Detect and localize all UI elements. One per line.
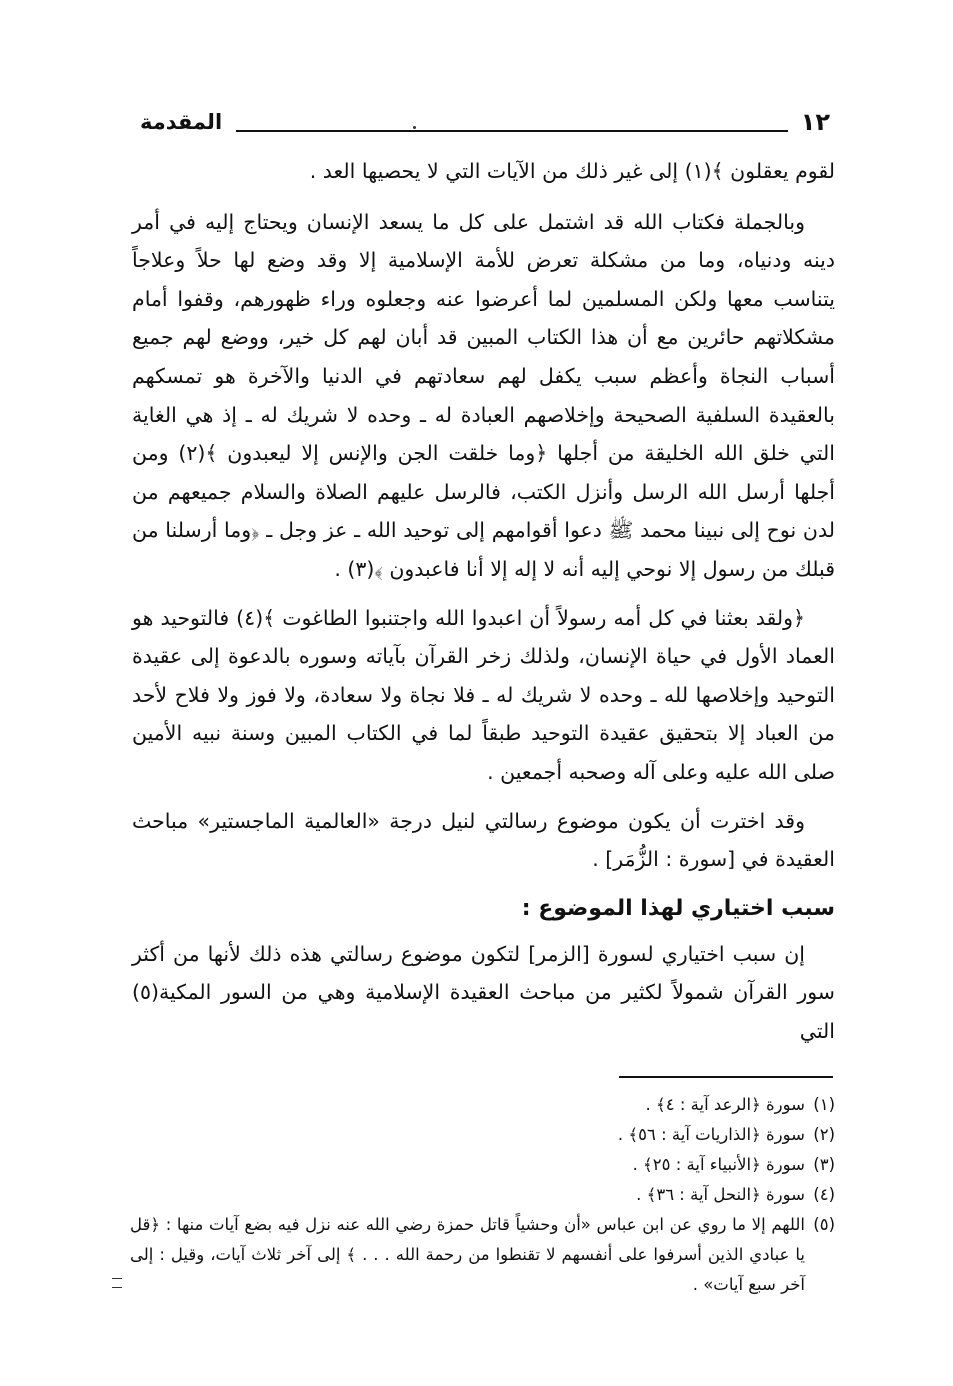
footnote-text: سورة ﴿الأنبياء آية : ٢٥﴾ . [632, 1155, 805, 1174]
footnote-1 [130, 1090, 835, 1120]
footnote-text: سورة ﴿الذاريات آية : ٥٦﴾ . [617, 1125, 805, 1144]
footnote-text: سورة ﴿النحل آية : ٣٦﴾ . [636, 1185, 805, 1204]
footnote-separator [619, 1076, 833, 1078]
page-header [140, 108, 830, 142]
footnote-3 [130, 1150, 835, 1180]
header-rule [236, 130, 788, 132]
footnotes [130, 1090, 835, 1300]
footnote-5 [130, 1210, 835, 1300]
footnote-number: (٣) [813, 1155, 835, 1174]
page-number: ١٢ [800, 108, 830, 136]
continuation-mark [112, 1278, 122, 1288]
footnote-number: (٥) [813, 1215, 835, 1234]
footnote-text: اللهم إلا ما روي عن ابن عباس «أن وحشياً قاتل حمزة رضي الله عنه نزل فيه بضع آيات منها : ﴿قل يا عبادي الذين أسرفوا على أنفسهم لا تقنطوا من رحمة الله . . . ﴾ إلى آخر ثلاث آيات، وقيل : إلى آخر سبع آيات» . [130, 1215, 805, 1294]
paragraph-reason: إن سبب اختياري لسورة [الزمر] لتكون موضوع رسالتي هذه ذلك لأنها من أكثر سور القرآن شمولاً لكثير من مباحث العقيدة الإسلامية وهي من السور المكية(٥) التي [132, 941, 835, 1043]
footnote-4 [130, 1180, 835, 1210]
paragraph-thesis-topic: وقد اخترت أن يكون موضوع رسالتي لنيل درجة «العالمية الماجستير» مباحث العقيدة في [سورة : الزُّمَر] . [132, 808, 835, 872]
footnote-text: سورة ﴿الرعد آية : ٤﴾ . [645, 1095, 805, 1114]
paragraph-continuation: لقوم يعقلون ﴾(١) إلى غير ذلك من الآيات التي لا يحصيها العد . [309, 159, 835, 183]
paragraph-quran-summary: وبالجملة فكتاب الله قد اشتمل على كل ما يسعد الإنسان ويحتاج إليه في أمر دينه ودنياه، وما من مشكلة تعرض للأمة الإسلامية إلا وقد وضع لها حلاً وعلاجاً يتناسب معها ولكن المسلمين لما أعرضوا عنه وجعلوه وراء ظهورهم، وقفوا أمام مشكلاتهم حائرين مع أن هذا الكتاب المبين قد أبان لهم كل خير، ووضع لهم جميع أسباب النجاة وأعظم سبب يكفل لهم سعادتهم في الدنيا والآخرة هو تمسكهم بالعقيدة السلفية الصحيحة وإخلاصهم العبادة له ـ وحده لا شريك له ـ إذ هي الغاية التي خلق الله الخليقة من أجلها ﴿وما خلقت الجن والإنس إلا ليعبدون ﴾(٢) ومن أجلها أرسل الله الرسل وأنزل الكتب، فالرسل عليهم الصلاة والسلام جميعهم من لدن نوح إلى نبينا محمد ﷺ دعوا أقوامهم إلى توحيد الله ـ عز وجل ـ ﴿وما أرسلنا من قبلك من رسول إلا نوحي إليه أنه لا إله إلا أنا فاعبدون ﴾(٣) . [132, 209, 835, 581]
footnote-2 [130, 1120, 835, 1150]
main-text [132, 152, 835, 1060]
subheading-reason: سبب اختياري لهذا الموضوع : [521, 895, 835, 921]
paragraph-tawhid: ﴿ولقد بعثنا في كل أمه رسولاً أن اعبدوا الله واجتنبوا الطاغوت ﴾(٤) فالتوحيد هو العماد الأول في حياة الإنسان، ولذلك زخر القرآن بآياته وسوره بالدعوة إلى عقيدة التوحيد وإخلاصها لله ـ وحده لا شريك له ـ فلا نجاة ولا سعادة، ولا فوز ولا فلاح لأحد من العباد إلا بتحقيق عقيدة التوحيد طبقاً لما في الكتاب المبين وسنة نبيه الأمين صلى الله عليه وعلى آله وصحبه أجمعين . [132, 605, 835, 784]
section-title: المقدمة [140, 110, 223, 134]
footnote-number: (١) [813, 1095, 835, 1114]
footnote-number: (٤) [813, 1185, 835, 1204]
footnote-number: (٢) [813, 1125, 835, 1144]
print-speck [413, 126, 416, 129]
